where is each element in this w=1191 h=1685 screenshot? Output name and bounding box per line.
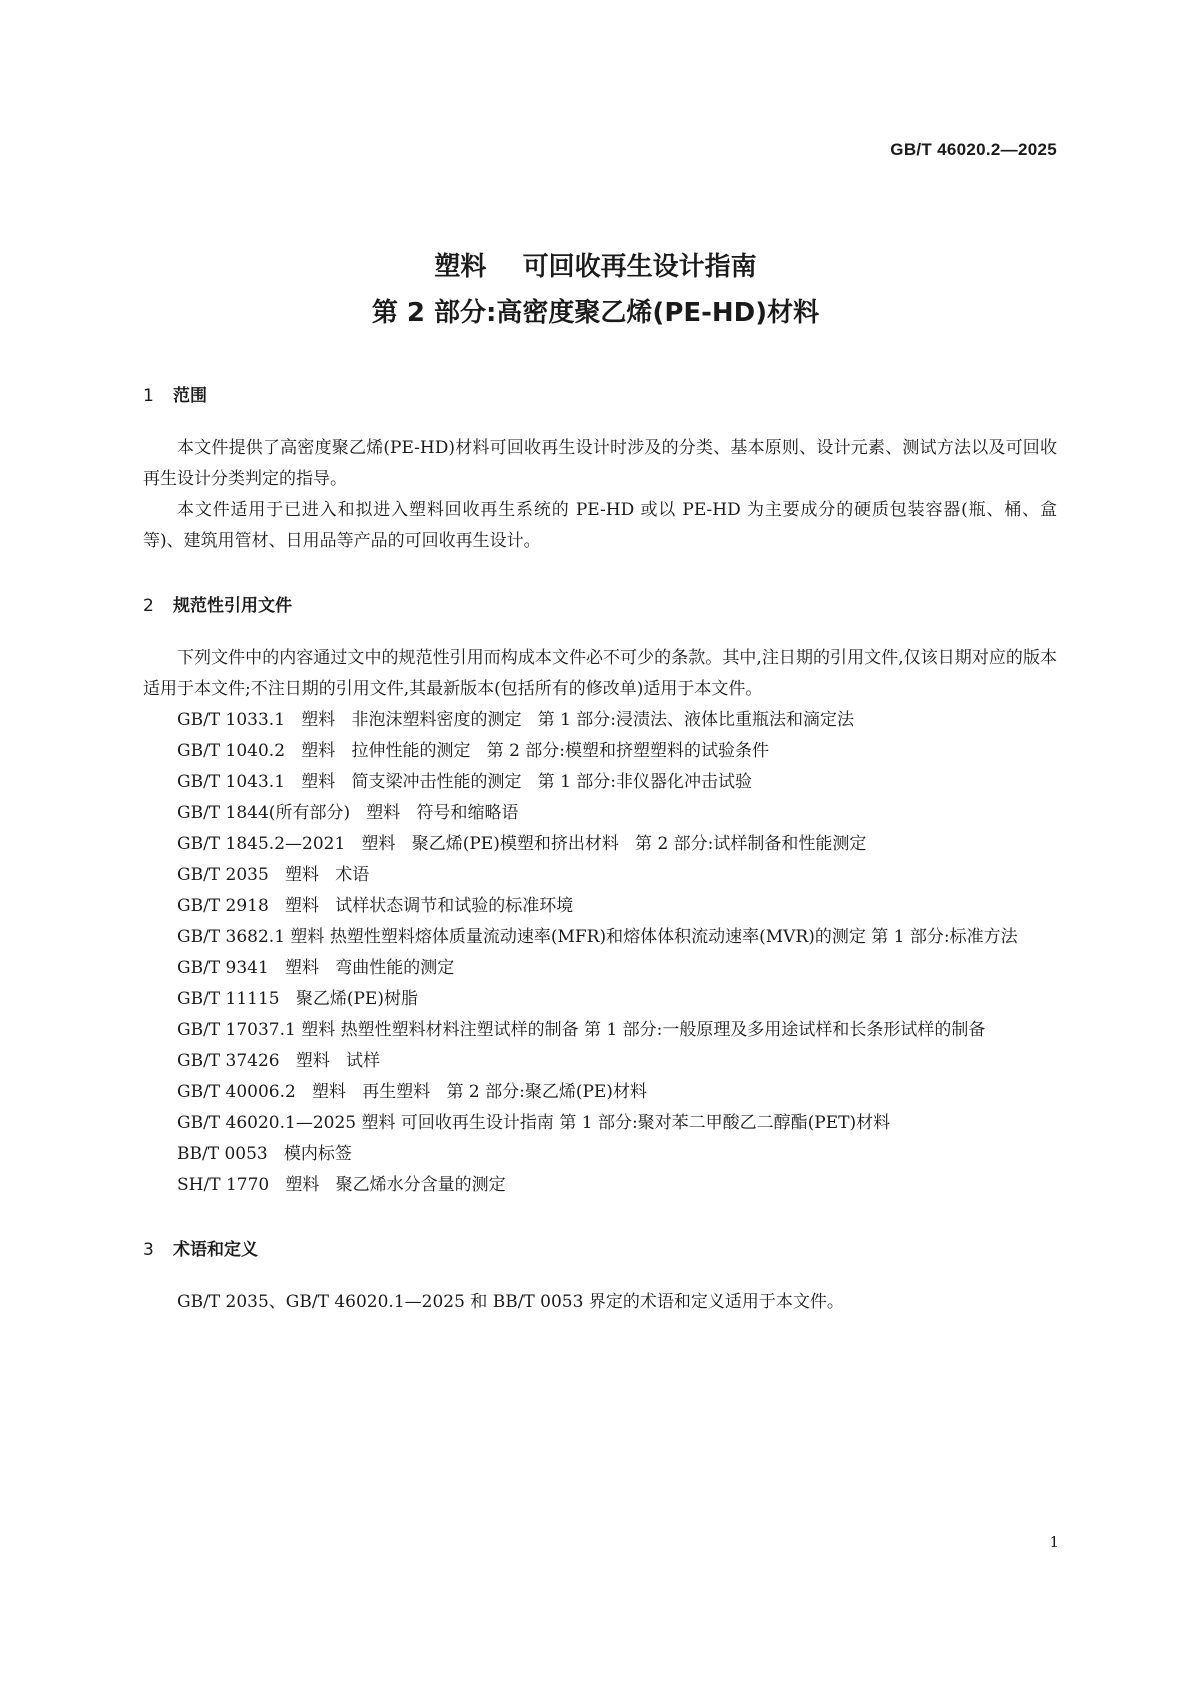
title-line-1: 塑料 可回收再生设计指南 xyxy=(434,252,757,282)
reference-item: GB/T 1845.2—2021 塑料 聚乙烯(PE)模塑和挤出材料 第 2 部分:试样制备和性能测定 xyxy=(177,834,867,854)
document-title xyxy=(0,244,1191,336)
section-2-title: 规范性引用文件 xyxy=(173,596,292,616)
section-2-intro: 下列文件中的内容通过文中的规范性引用而构成本文件必不可少的条款。其中,注日期的引用文件,仅该日期对应的版本适用于本文件;不注日期的引用文件,其最新版本(包括所有的修改单)适用于本文件。 xyxy=(143,648,1057,699)
section-1-paragraph: 本文件提供了高密度聚乙烯(PE-HD)材料可回收再生设计时涉及的分类、基本原则、设计元素、测试方法以及可回收再生设计分类判定的指导。 xyxy=(143,438,1057,489)
reference-item: GB/T 40006.2 塑料 再生塑料 第 2 部分:聚乙烯(PE)材料 xyxy=(177,1082,647,1102)
reference-item: GB/T 46020.1—2025 塑料 可回收再生设计指南 第 1 部分:聚对苯二甲酸乙二醇酯(PET)材料 xyxy=(177,1113,891,1133)
reference-item: SH/T 1770 塑料 聚乙烯水分含量的测定 xyxy=(177,1175,506,1195)
title-line-2: 第 2 部分:高密度聚乙烯(PE-HD)材料 xyxy=(371,298,820,328)
reference-item: GB/T 37426 塑料 试样 xyxy=(177,1051,381,1071)
reference-item: BB/T 0053 模内标签 xyxy=(177,1144,352,1164)
reference-item: GB/T 17037.1 塑料 热塑性塑料材料注塑试样的制备 第 1 部分:一般原理及多用途试样和长条形试样的制备 xyxy=(177,1020,986,1040)
section-1-heading xyxy=(143,383,1057,409)
reference-item: GB/T 9341 塑料 弯曲性能的测定 xyxy=(177,958,455,978)
reference-item: GB/T 3682.1 塑料 热塑性塑料熔体质量流动速率(MFR)和熔体体积流动速率(MVR)的测定 第 1 部分:标准方法 xyxy=(177,927,1018,947)
section-2-heading xyxy=(143,593,1057,619)
reference-item: GB/T 11115 聚乙烯(PE)树脂 xyxy=(177,989,418,1009)
section-2-number: 2 xyxy=(143,596,154,616)
section-3-title: 术语和定义 xyxy=(173,1240,258,1260)
document-body xyxy=(143,383,1057,1318)
page-number: 1 xyxy=(1049,1533,1059,1551)
section-1-paragraph: 本文件适用于已进入和拟进入塑料回收再生系统的 PE-HD 或以 PE-HD 为主要成分的硬质包装容器(瓶、桶、盒等)、建筑用管材、日用品等产品的可回收再生设计。 xyxy=(143,500,1057,551)
reference-item: GB/T 1033.1 塑料 非泡沫塑料密度的测定 第 1 部分:浸渍法、液体比重瓶法和滴定法 xyxy=(177,710,855,730)
section-3-heading xyxy=(143,1237,1057,1263)
section-1-title: 范围 xyxy=(173,386,207,406)
reference-item: GB/T 2035 塑料 术语 xyxy=(177,865,370,885)
section-1-number: 1 xyxy=(143,386,154,406)
reference-item: GB/T 1844(所有部分) 塑料 符号和缩略语 xyxy=(177,803,519,823)
reference-item: GB/T 2918 塑料 试样状态调节和试验的标准环境 xyxy=(177,896,574,916)
section-3-number: 3 xyxy=(143,1240,154,1260)
document-number: GB/T 46020.2—2025 xyxy=(890,140,1057,159)
section-3-paragraph: GB/T 2035、GB/T 46020.1—2025 和 BB/T 0053 界定的术语和定义适用于本文件。 xyxy=(177,1292,844,1312)
reference-item: GB/T 1043.1 塑料 简支梁冲击性能的测定 第 1 部分:非仪器化冲击试验 xyxy=(177,772,753,792)
reference-item: GB/T 1040.2 塑料 拉伸性能的测定 第 2 部分:模塑和挤塑塑料的试验条件 xyxy=(177,741,770,761)
